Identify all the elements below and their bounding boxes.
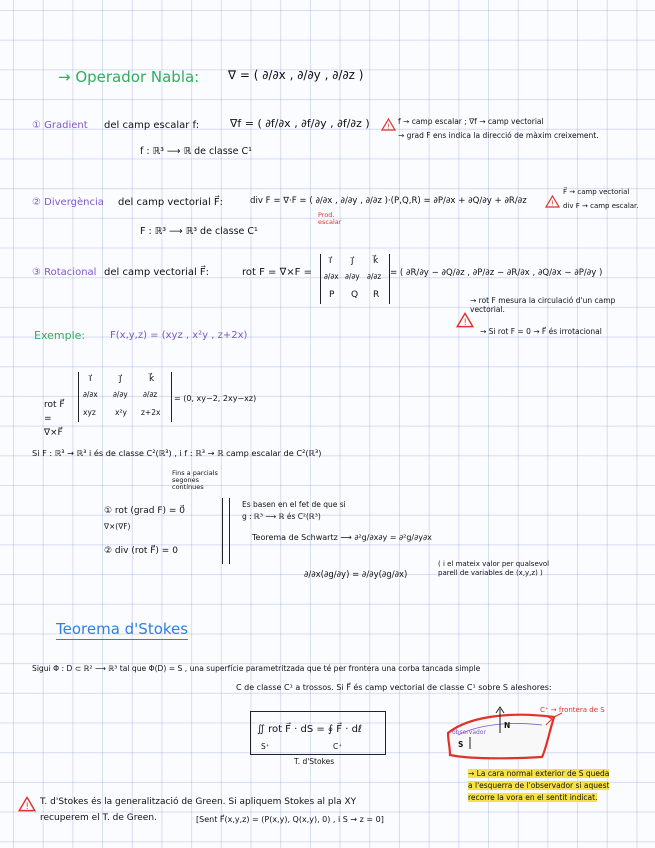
det-cell: k⃗ — [149, 374, 155, 384]
orientation-note-3 — [468, 793, 597, 802]
stokes-sub-s: S⁺ — [261, 742, 270, 751]
svg-text:!: ! — [551, 199, 555, 208]
det-cell: xyz — [83, 408, 96, 417]
final-note-line1: T. d'Stokes és la generalització de Green. Si apliquem Stokes al pla XY — [40, 797, 357, 807]
divergence-formula: div F = ∇·F = ( ∂/∂x , ∂/∂y , ∂/∂z )·(P,Q,R) = ∂P/∂x + ∂Q/∂y + ∂R/∂z — [250, 196, 527, 206]
divergence-domain: F : ℝ³ ⟶ ℝ³ de classe C¹ — [140, 226, 258, 237]
rotational-result: = ( ∂R/∂y − ∂Q/∂z , ∂P/∂z − ∂R/∂x , ∂Q/∂x − ∂P/∂y ) — [390, 268, 603, 278]
warning-icon — [18, 796, 36, 812]
example-determinant — [78, 372, 172, 422]
stokes-sub-c: C⁺ — [333, 742, 343, 751]
schwarz-equality: ∂/∂x(∂g/∂y) = ∂/∂y(∂g/∂x) — [304, 570, 408, 580]
rotational-label: ③ Rotacional — [32, 267, 97, 278]
example-field: F(x,y,z) = (xyz , x²y , z+2x) — [110, 330, 248, 341]
det-cell: i⃗ — [329, 256, 332, 266]
warning-icon — [381, 118, 396, 131]
divergence-note2: div F → camp escalar. — [563, 202, 639, 210]
properties-sub: Fins a parcials segones contínues — [172, 469, 218, 491]
det-cell: ∂/∂y — [113, 390, 128, 399]
rotational-note1: → rot F mesura la circulació d'un camp vectorial. — [470, 296, 616, 314]
gradient-domain: f : ℝ³ ⟶ ℝ de classe C¹ — [140, 146, 252, 157]
diagram-n-label: N — [504, 721, 511, 730]
divergence-note1: F⃗ → camp vectorial — [563, 188, 630, 196]
det-cell: ∂/∂x — [83, 390, 98, 399]
det-cell: k⃗ — [373, 256, 379, 266]
det-cell: ∂/∂z — [367, 272, 382, 281]
stokes-formula-box — [250, 711, 386, 755]
diagram-observer-label: observador — [452, 729, 486, 736]
example-result: = (0, xy−2, 2xy−xz) — [174, 394, 257, 403]
example-label: Exemple: — [34, 329, 86, 342]
warning-icon — [545, 195, 560, 208]
properties-intro: Si F : ℝ³ → ℝ³ i és de classe C²(ℝ³) , i f : ℝ³ → ℝ camp escalar de C²(ℝ³) — [32, 448, 322, 458]
schwarz-theorem: Teorema de Schwartz ⟶ ∂²g/∂x∂y = ∂²g/∂y∂x — [252, 533, 432, 542]
rotational-desc: del camp vectorial F⃗: — [104, 267, 210, 278]
det-cell: j⃗ — [351, 256, 354, 266]
orientation-note-1 — [468, 769, 609, 778]
basis-line1: Es basen en el fet de que si — [242, 500, 346, 509]
divergence-label: ② Divergència — [32, 197, 104, 208]
det-cell: z+2x — [141, 408, 161, 417]
det-cell: Q — [351, 290, 359, 300]
svg-text:!: ! — [463, 316, 467, 327]
stokes-title: Teorema d'Stokes — [56, 620, 189, 638]
stokes-line1: Sigui Φ : D ⊂ ℝ² ⟶ ℝ³ tal que Φ(D) = S , una superfície parametritzada que té per frontera una corba tancada simple — [32, 664, 481, 673]
det-cell: R — [373, 290, 380, 300]
rotational-formula: rot F = ∇×F = — [242, 267, 312, 278]
diagram-c-label: C⁺ → frontera de S — [540, 706, 605, 714]
property-1b: ∇×(∇F) — [104, 522, 131, 531]
property-2: ② div (rot F⃗) = 0 — [104, 546, 178, 556]
nabla-formula: ∇ = ( ∂/∂x , ∂/∂y , ∂/∂z ) — [228, 68, 364, 82]
rotational-determinant — [320, 254, 390, 304]
stokes-caption: T. d'Stokes — [294, 757, 335, 766]
gradient-formula: ∇f = ( ∂f/∂x , ∂f/∂y , ∂f/∂z ) — [230, 117, 370, 130]
example-lhs: rot F⃗ = ∇×F⃗ — [44, 400, 65, 438]
highlight: → La cara normal exterior de S queda — [468, 769, 610, 778]
nabla-title: → Operador Nabla: — [58, 68, 200, 86]
separator — [222, 498, 230, 564]
diagram-s-label: S — [458, 740, 464, 749]
orientation-note-2 — [468, 781, 609, 790]
final-note-line3: [Sent F⃗(x,y,z) = (P(x,y), Q(x,y), 0) , i S → z = 0] — [196, 815, 384, 824]
gradient-note2: → grad F ens indica la direcció de màxim creixement. — [398, 131, 599, 140]
det-cell: P — [329, 290, 335, 300]
stokes-line2: C de classe C¹ a trossos. Si F⃗ és camp vectorial de classe C¹ sobre S aleshores: — [236, 683, 552, 692]
gradient-label: ① Gradient — [32, 120, 88, 131]
gradient-desc: del camp escalar f: — [104, 120, 200, 131]
prod-escalar-note: Prod. escalar — [318, 211, 342, 226]
warning-icon — [456, 312, 474, 328]
schwarz-note: ( i el mateix valor per qualsevol parell de variables de (x,y,z) ) — [438, 560, 550, 577]
final-note-line2: recuperem el T. de Green. — [40, 813, 157, 823]
highlight: a l'esquerra de l'observador si aquest — [468, 781, 610, 790]
det-cell: x²y — [115, 408, 127, 417]
rotational-note2: → Si rot F = 0 → F⃗ és irrotacional — [480, 327, 602, 336]
basis-line2: g : ℝ³ ⟶ ℝ és C²(ℝ³) — [242, 512, 321, 521]
gradient-note1: f → camp escalar ; ∇f → camp vectorial — [398, 117, 544, 126]
det-cell: i⃗ — [89, 374, 92, 384]
svg-text:!: ! — [25, 800, 29, 811]
det-cell: ∂/∂z — [143, 390, 158, 399]
property-1: ① rot (grad F) = 0⃗ — [104, 506, 186, 516]
det-cell: ∂/∂x — [324, 272, 339, 281]
det-cell: j⃗ — [119, 374, 122, 384]
svg-text:!: ! — [387, 122, 391, 131]
highlight: recorre la vora en el sentit indicat. — [468, 793, 598, 802]
stokes-formula: ∬ rot F⃗ · dS = ∮ F⃗ · dℓ — [257, 724, 363, 735]
divergence-desc: del camp vectorial F⃗: — [118, 197, 224, 208]
det-cell: ∂/∂y — [345, 272, 360, 281]
